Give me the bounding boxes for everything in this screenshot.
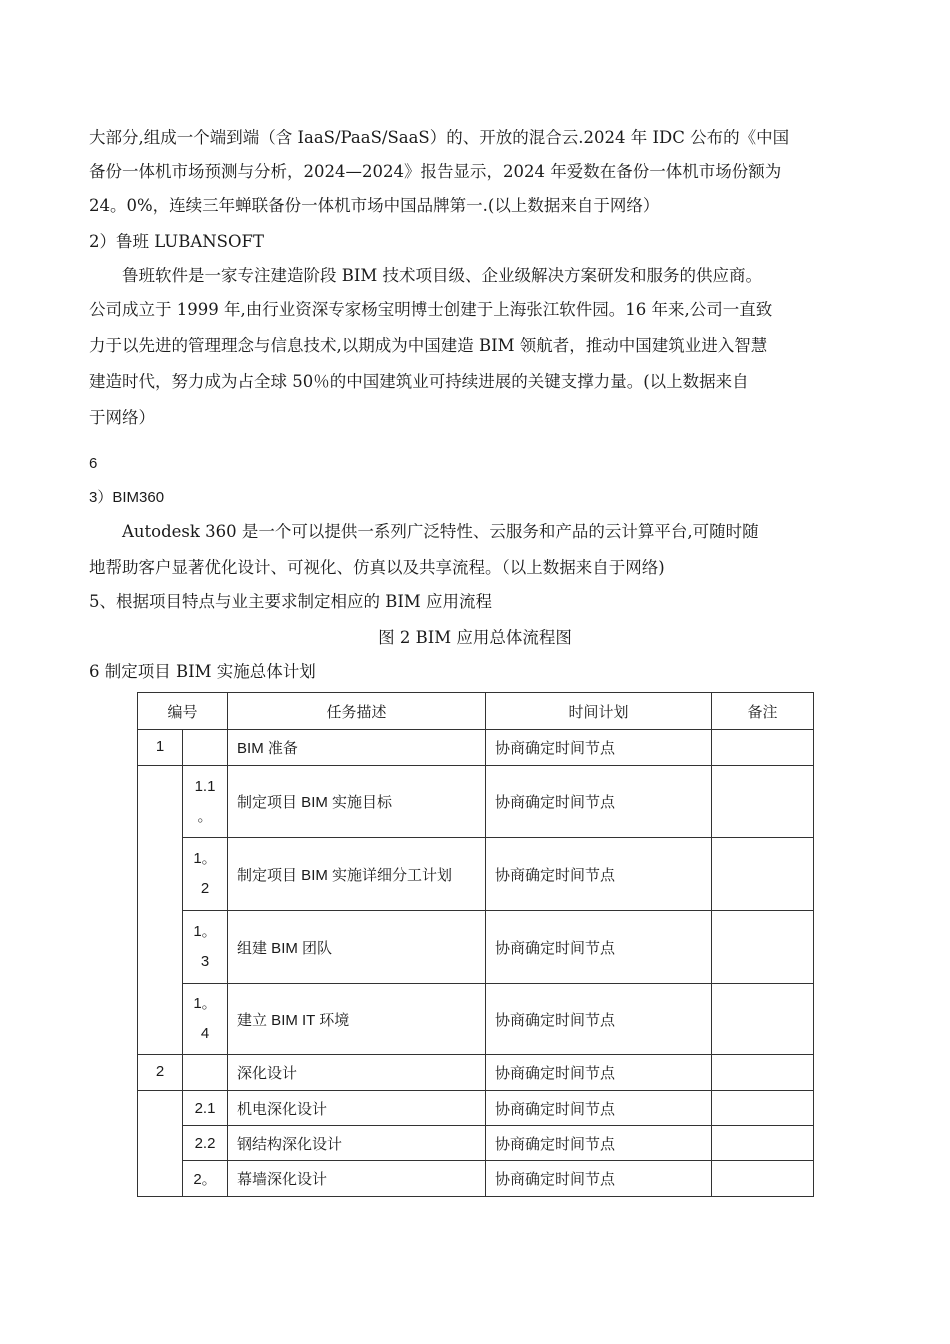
row-task: 幕墙深化设计 xyxy=(228,1161,486,1197)
sub-number-part: 3 xyxy=(200,953,210,970)
paragraph-line: 公司成立于 1999 年,由行业资深专家杨宝明博士创建于上海张江软件园。16 年来,公司一直致 xyxy=(89,300,773,319)
row-task: 钢结构深化设计 xyxy=(228,1126,486,1161)
row-sub-number xyxy=(183,730,228,766)
row-time: 协商确定时间节点 xyxy=(486,730,712,766)
table-row xyxy=(138,730,814,766)
row-note xyxy=(712,1161,814,1197)
header-number: 编号 xyxy=(138,693,228,730)
table-row xyxy=(138,984,814,1055)
header-time: 时间计划 xyxy=(486,693,712,730)
paragraph-line: 力于以先进的管理理念与信息技术,以期成为中国建造 BIM 领航者，推动中国建筑业进入智慧 xyxy=(89,336,768,355)
row-note xyxy=(712,911,814,984)
sub-number-part: 2 xyxy=(200,880,210,897)
row-time: 协商确定时间节点 xyxy=(486,1055,712,1091)
row-task: BIM 准备 xyxy=(228,730,486,766)
section-heading-bim360: 3）BIM360 xyxy=(89,489,165,506)
table-row xyxy=(138,766,814,838)
row-sub-number xyxy=(183,911,228,984)
row-time: 协商确定时间节点 xyxy=(486,1126,712,1161)
paragraph-line: 大部分,组成一个端到端（含 IaaS/PaaS/SaaS）的、开放的混合云.2024 年 IDC 公布的《中国 xyxy=(89,128,790,147)
table-row xyxy=(138,1055,814,1091)
paragraph-line: 建造时代，努力成为占全球 50％的中国建筑业可持续进展的关键支撑力量。(以上数据来自 xyxy=(89,372,749,391)
row-task: 组建 BIM 团队 xyxy=(228,911,486,984)
table-row xyxy=(138,911,814,984)
paragraph-line: Autodesk 360 是一个可以提供一系列广泛特性、云服务和产品的云计算平台,可随时随 xyxy=(122,522,759,541)
row-note xyxy=(712,1126,814,1161)
paragraph-line: 24。0%，连续三年蝉联备份一体机市场中国品牌第一.(以上数据来自于网络） xyxy=(89,196,660,215)
row-task: 机电深化设计 xyxy=(228,1091,486,1126)
table-row xyxy=(138,1126,814,1161)
row-note xyxy=(712,1055,814,1091)
row-number: 1 xyxy=(138,730,183,766)
header-task: 任务描述 xyxy=(228,693,486,730)
row-task: 建立 BIM IT 环境 xyxy=(228,984,486,1055)
table-row xyxy=(138,1161,814,1197)
row-note xyxy=(712,838,814,911)
row-task: 制定项目 BIM 实施目标 xyxy=(228,766,486,838)
row-time: 协商确定时间节点 xyxy=(486,984,712,1055)
row-sub-number xyxy=(183,838,228,911)
row-task: 深化设计 xyxy=(228,1055,486,1091)
row-time: 协商确定时间节点 xyxy=(486,911,712,984)
sub-number-part: 4 xyxy=(200,1025,210,1042)
row-time: 协商确定时间节点 xyxy=(486,1161,712,1197)
header-note: 备注 xyxy=(712,693,814,730)
row-note xyxy=(712,984,814,1055)
figure-caption: 图 2 BIM 应用总体流程图 xyxy=(378,628,572,647)
row-note xyxy=(712,730,814,766)
table-header-row xyxy=(138,693,814,730)
item-5-heading: 5、根据项目特点与业主要求制定相应的 BIM 应用流程 xyxy=(89,592,493,611)
section-heading-luban: 2）鲁班 LUBANSOFT xyxy=(89,232,264,251)
page-number: 6 xyxy=(89,455,98,472)
paragraph-line: 于网络） xyxy=(89,408,155,427)
row-number-empty xyxy=(138,1091,183,1197)
sub-number-part: 1。 xyxy=(193,995,217,1012)
row-sub-number xyxy=(183,1055,228,1091)
paragraph-line: 备份一体机市场预测与分析，2024—2024》报告显示，2024 年爱数在备份一体机市场份额为 xyxy=(89,162,782,181)
row-time: 协商确定时间节点 xyxy=(486,1091,712,1126)
row-sub-number xyxy=(183,984,228,1055)
row-time: 协商确定时间节点 xyxy=(486,838,712,911)
item-6-heading: 6 制定项目 BIM 实施总体计划 xyxy=(89,662,316,681)
paragraph-line: 地帮助客户显著优化设计、可视化、仿真以及共享流程。（以上数据来自于网络) xyxy=(89,558,665,577)
bim-plan-table xyxy=(137,692,814,1197)
row-time: 协商确定时间节点 xyxy=(486,766,712,838)
row-note xyxy=(712,1091,814,1126)
table-row xyxy=(138,838,814,911)
sub-number-part: 1。 xyxy=(193,850,217,867)
row-sub-number: 2.1 xyxy=(183,1091,228,1126)
sub-number-part: 1.1 xyxy=(194,777,216,795)
row-sub-number: 2。 xyxy=(183,1161,228,1197)
table-row xyxy=(138,1091,814,1126)
sub-number-part: 。 xyxy=(197,807,213,825)
row-sub-number xyxy=(183,766,228,838)
row-sub-number: 2.2 xyxy=(183,1126,228,1161)
sub-number-part: 1。 xyxy=(193,923,217,940)
row-number-empty xyxy=(138,766,183,1055)
row-note xyxy=(712,766,814,838)
row-number: 2 xyxy=(138,1055,183,1091)
paragraph-line: 鲁班软件是一家专注建造阶段 BIM 技术项目级、企业级解决方案研发和服务的供应商。 xyxy=(122,266,763,285)
row-task: 制定项目 BIM 实施详细分工计划 xyxy=(228,838,486,911)
